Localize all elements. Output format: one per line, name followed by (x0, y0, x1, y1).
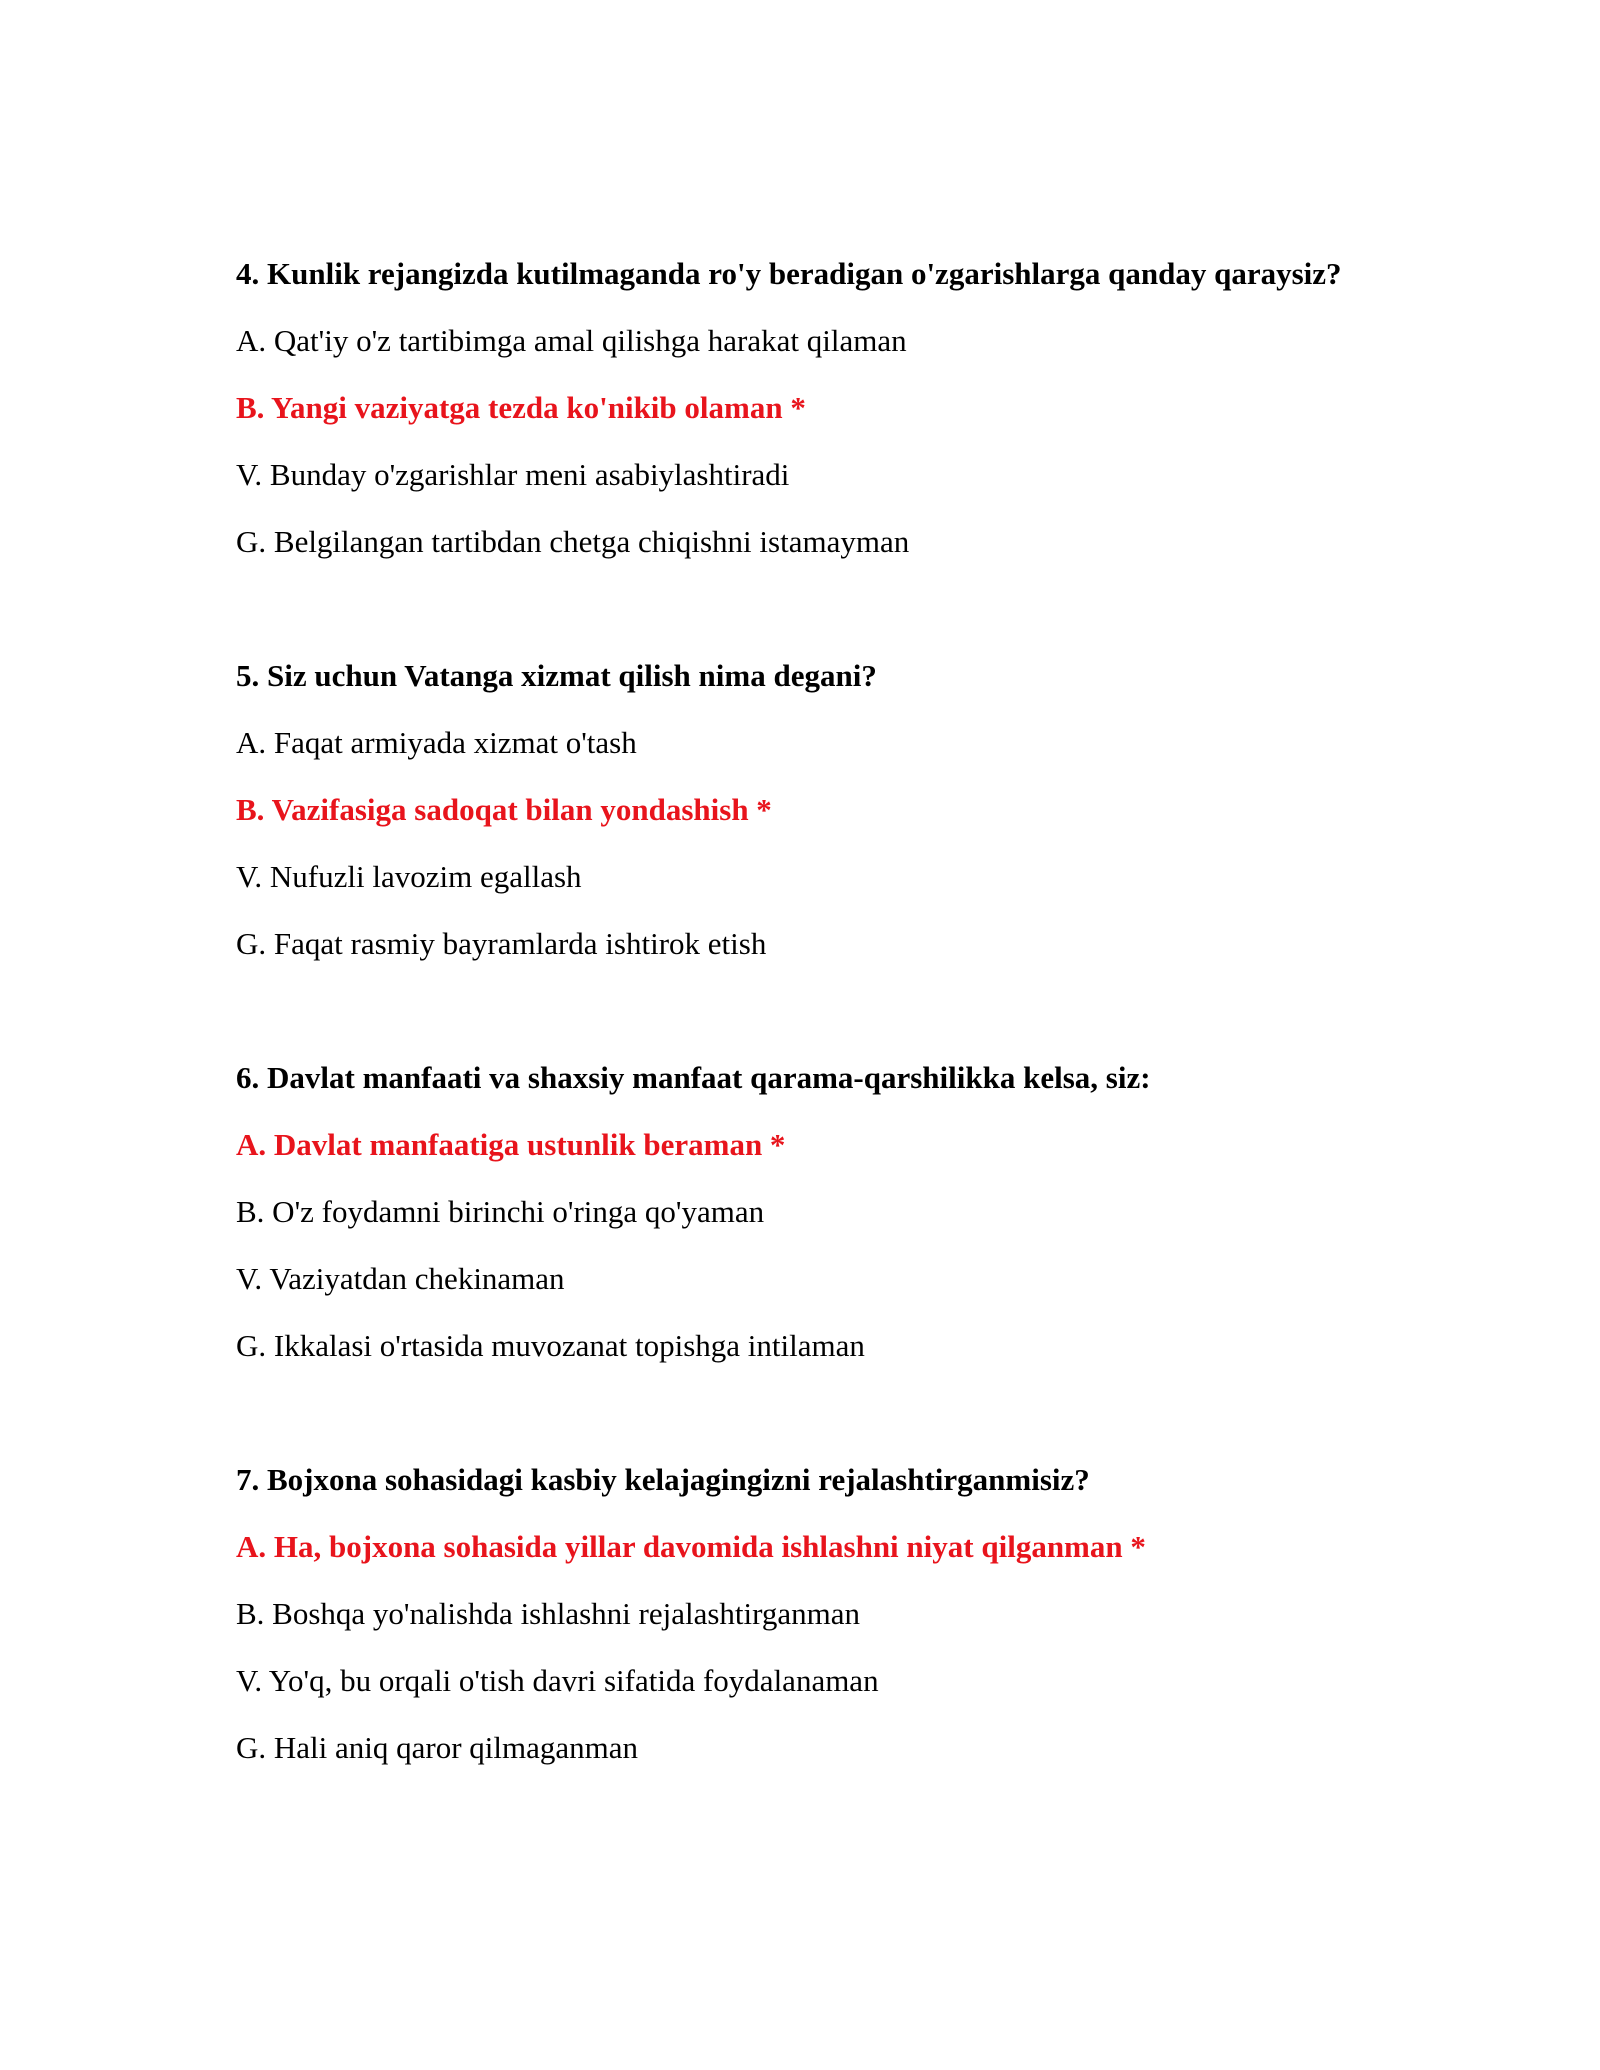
answer-option: G. Belgilangan tartibdan chetga chiqishni istamayman (236, 524, 910, 559)
answer-option-correct: A. Ha, bojxona sohasida yillar davomida ishlashni niyat qilganman * (236, 1529, 1146, 1564)
answer-option: V. Vaziyatdan chekinaman (236, 1261, 565, 1296)
question-title: 6. Davlat manfaati va shaxsiy manfaat qarama-qarshilikka kelsa, siz: (236, 1060, 1151, 1095)
question-title: 7. Bojxona sohasidagi kasbiy kelajagingizni rejalashtirganmisiz? (236, 1462, 1090, 1497)
answer-option: G. Faqat rasmiy bayramlarda ishtirok etish (236, 926, 767, 961)
answer-option: G. Hali aniq qaror qilmaganman (236, 1730, 639, 1765)
answer-option: G. Ikkalasi o'rtasida muvozanat topishga intilaman (236, 1328, 865, 1363)
answer-option: B. O'z foydamni birinchi o'ringa qo'yaman (236, 1194, 765, 1229)
question-title: 5. Siz uchun Vatanga xizmat qilish nima degani? (236, 658, 877, 693)
question-title: 4. Kunlik rejangizda kutilmaganda ro'y beradigan o'zgarishlarga qanday qaraysiz? (236, 256, 1342, 291)
answer-option-correct: B. Yangi vaziyatga tezda ko'nikib olaman * (236, 390, 806, 425)
answer-option: A. Qat'iy o'z tartibimga amal qilishga harakat qilaman (236, 323, 907, 358)
answer-option: V. Nufuzli lavozim egallash (236, 859, 582, 894)
answer-option: V. Yo'q, bu orqali o'tish davri sifatida foydalanaman (236, 1663, 879, 1698)
answer-option: A. Faqat armiyada xizmat o'tash (236, 725, 637, 760)
answer-option: V. Bunday o'zgarishlar meni asabiylashtiradi (236, 457, 790, 492)
answer-option-correct: B. Vazifasiga sadoqat bilan yondashish * (236, 792, 772, 827)
answer-option: B. Boshqa yo'nalishda ishlashni rejalashtirganman (236, 1596, 861, 1631)
answer-option-correct: A. Davlat manfaatiga ustunlik beraman * (236, 1127, 786, 1162)
